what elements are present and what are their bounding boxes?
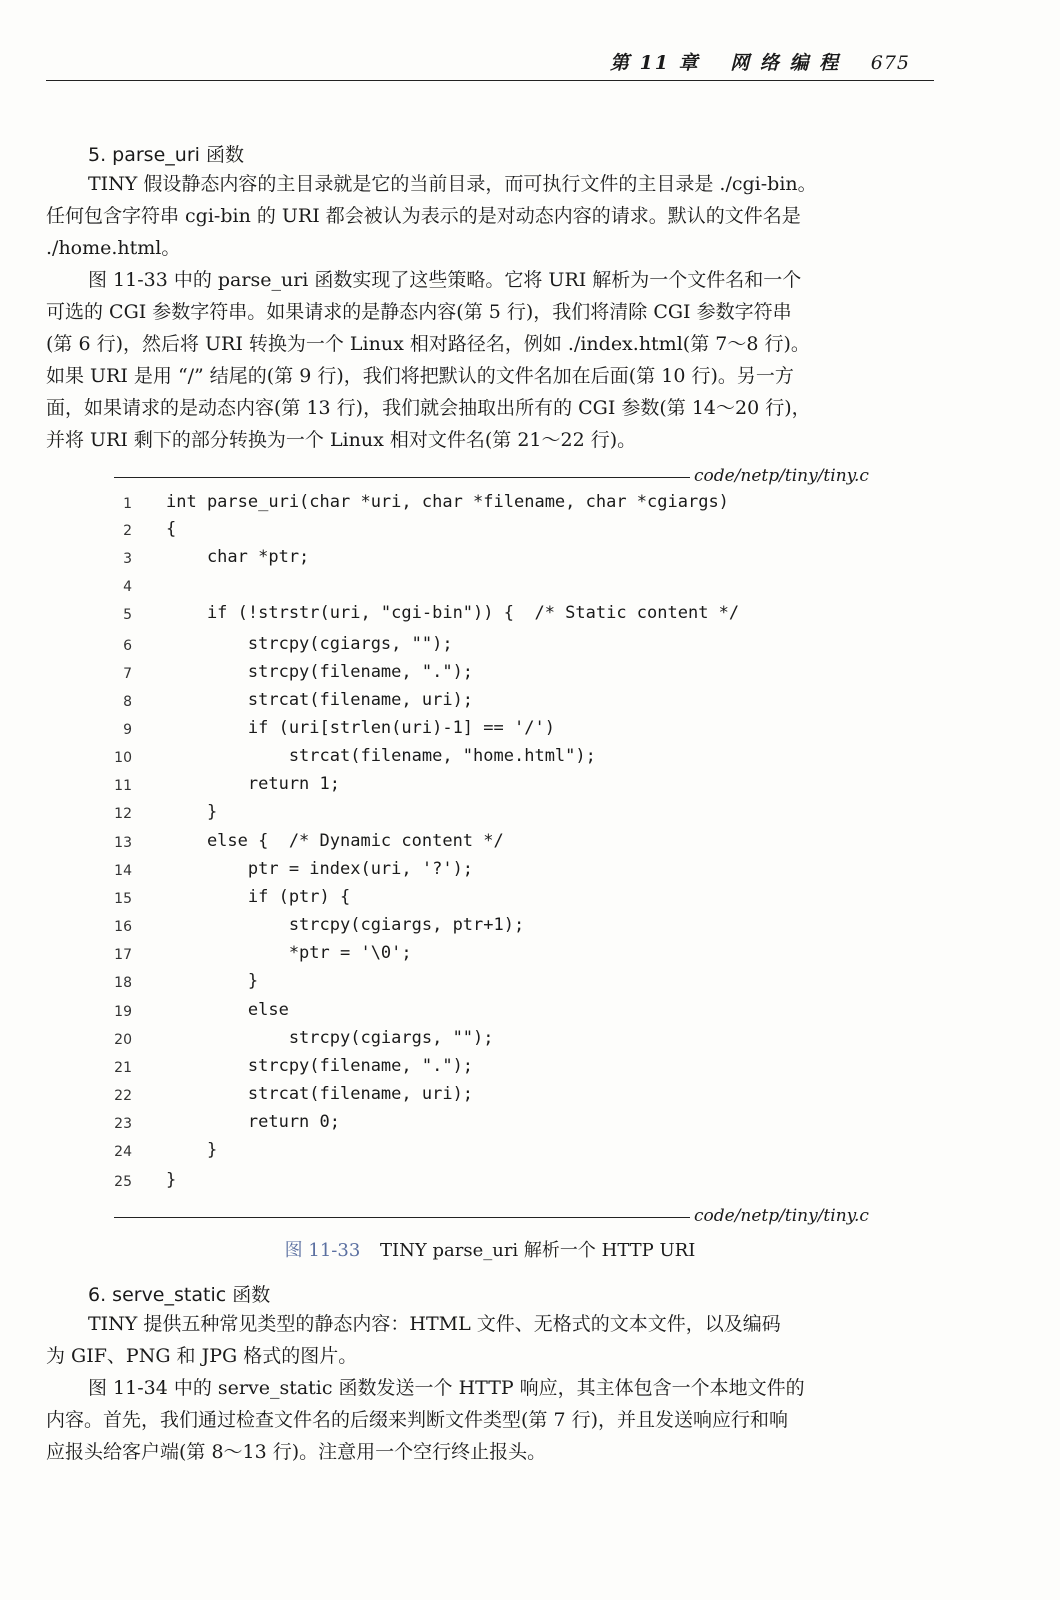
code-line-number: 6 (123, 638, 132, 654)
code-line-number: 24 (114, 1144, 132, 1160)
code-line-text: strcpy(cgiargs, ""); (166, 1028, 494, 1048)
code-line-number: 15 (114, 891, 132, 907)
chapter-title: 网 络 编 程 (730, 52, 841, 74)
code-line-number: 18 (114, 975, 132, 991)
code-line-text: *ptr = '\0'; (166, 943, 412, 963)
chapter-label: 第 11 章 (609, 52, 700, 74)
code-line-text: } (166, 971, 259, 991)
code-line-number: 14 (114, 863, 132, 879)
code-line-number: 1 (123, 496, 132, 512)
code-line-number: 21 (114, 1060, 132, 1076)
code-line-text: strcat(filename, uri); (166, 1084, 474, 1104)
figure-number: 图 11-33 (284, 1240, 361, 1261)
code-line-number: 9 (123, 722, 132, 738)
text-line: 内容。首先，我们通过检查文件名的后缀来判断文件类型(第 7 行)，并且发送响应行和响 (46, 1409, 788, 1431)
code-line-text: int parse_uri(char *uri, char *filename, char *cgiargs) (166, 492, 729, 512)
code-line-number: 4 (123, 579, 132, 595)
text-line: 图 11-34 中的 serve_static 函数发送一个 HTTP 响应，其主体包含一个本地文件的 (88, 1377, 805, 1399)
code-line-text: if (uri[strlen(uri)-1] == '/') (166, 718, 555, 738)
paragraph-static-types (46, 1308, 934, 1372)
text-line: 可选的 CGI 参数字符串。如果请求的是静态内容(第 5 行)，我们将清除 CGI 参数字符串 (46, 301, 792, 323)
code-line-text: } (166, 1140, 218, 1160)
code-line-text: } (166, 802, 218, 822)
code-line-number: 23 (114, 1116, 132, 1132)
code-line-text: strcat(filename, uri); (166, 690, 474, 710)
code-line-number: 25 (114, 1174, 132, 1190)
code-line-text: char *ptr; (166, 547, 310, 567)
code-line-number: 10 (114, 750, 132, 766)
code-line-text: strcat(filename, "home.html"); (166, 746, 596, 766)
figure-caption (0, 1236, 980, 1262)
text-line: 应报头给客户端(第 8～13 行)。注意用一个空行终止报头。 (46, 1441, 547, 1463)
listing-source-bottom: code/netp/tiny/tiny.c (694, 1206, 869, 1226)
figure-caption-text: TINY parse_uri 解析一个 HTTP URI (380, 1240, 696, 1261)
listing-source-top: code/netp/tiny/tiny.c (694, 466, 869, 486)
code-line-text: else { /* Dynamic content */ (166, 831, 504, 851)
paragraph-serve-static (46, 1372, 934, 1468)
code-line-text: strcpy(cgiargs, ""); (166, 634, 453, 654)
text-line: 任何包含字符串 cgi-bin 的 URI 都会被认为表示的是对动态内容的请求。默认的文件名是 (46, 205, 801, 227)
code-line-text: if (!strstr(uri, "cgi-bin")) { /* Static content */ (166, 603, 740, 623)
code-line-number: 19 (114, 1004, 132, 1020)
running-header (46, 48, 934, 81)
code-line-text: { (166, 519, 177, 539)
code-line-text: return 1; (166, 774, 340, 794)
code-line-text: } (166, 1170, 177, 1190)
paragraph-parse-uri-policy (46, 264, 934, 456)
code-line-text: return 0; (166, 1112, 340, 1132)
code-line-number: 7 (123, 666, 132, 682)
code-line-number: 8 (123, 694, 132, 710)
code-line-text: ptr = index(uri, '?'); (166, 859, 474, 879)
section-heading-serve-static: 6. serve_static 函数 (88, 1284, 271, 1306)
code-line-number: 17 (114, 947, 132, 963)
code-line-text: else (166, 1000, 289, 1020)
text-line: 图 11-33 中的 parse_uri 函数实现了这些策略。它将 URI 解析为一个文件名和一个 (88, 269, 802, 291)
paragraph-static-content-dirs (46, 168, 934, 264)
text-line: 为 GIF、PNG 和 JPG 格式的图片。 (46, 1345, 358, 1367)
section-heading-parse-uri: 5. parse_uri 函数 (88, 144, 244, 166)
code-line-number: 22 (114, 1088, 132, 1104)
text-line: 并将 URI 剩下的部分转换为一个 Linux 相对文件名(第 21～22 行)。 (46, 429, 637, 451)
code-line-number: 11 (114, 778, 132, 794)
listing-top-rule (114, 477, 690, 478)
code-line-number: 20 (114, 1032, 132, 1048)
text-line: TINY 假设静态内容的主目录就是它的当前目录，而可执行文件的主目录是 ./cgi-bin。 (88, 173, 817, 195)
text-line: ./home.html。 (46, 237, 181, 259)
code-line-number: 13 (114, 835, 132, 851)
code-line-number: 5 (123, 607, 132, 623)
code-line-text: if (ptr) { (166, 887, 351, 907)
listing-bottom-rule (114, 1217, 690, 1218)
text-line: TINY 提供五种常见类型的静态内容：HTML 文件、无格式的文本文件，以及编码 (88, 1313, 781, 1335)
text-line: 面，如果请求的是动态内容(第 13 行)，我们就会抽取出所有的 CGI 参数(第 14～20 行)， (46, 397, 811, 419)
code-line-text: strcpy(cgiargs, ptr+1); (166, 915, 525, 935)
code-line-number: 2 (123, 523, 132, 539)
code-line-number: 16 (114, 919, 132, 935)
page-number: 675 (870, 52, 910, 74)
text-line: 如果 URI 是用 “/” 结尾的(第 9 行)，我们将把默认的文件名加在后面(第 10 行)。另一方 (46, 365, 794, 387)
text-line: (第 6 行)，然后将 URI 转换为一个 Linux 相对路径名，例如 ./index.html(第 7～8 行)。 (46, 333, 810, 355)
code-line-text: strcpy(filename, "."); (166, 1056, 474, 1076)
code-line-text: strcpy(filename, "."); (166, 662, 474, 682)
code-line-number: 3 (123, 551, 132, 567)
code-line-number: 12 (114, 806, 132, 822)
